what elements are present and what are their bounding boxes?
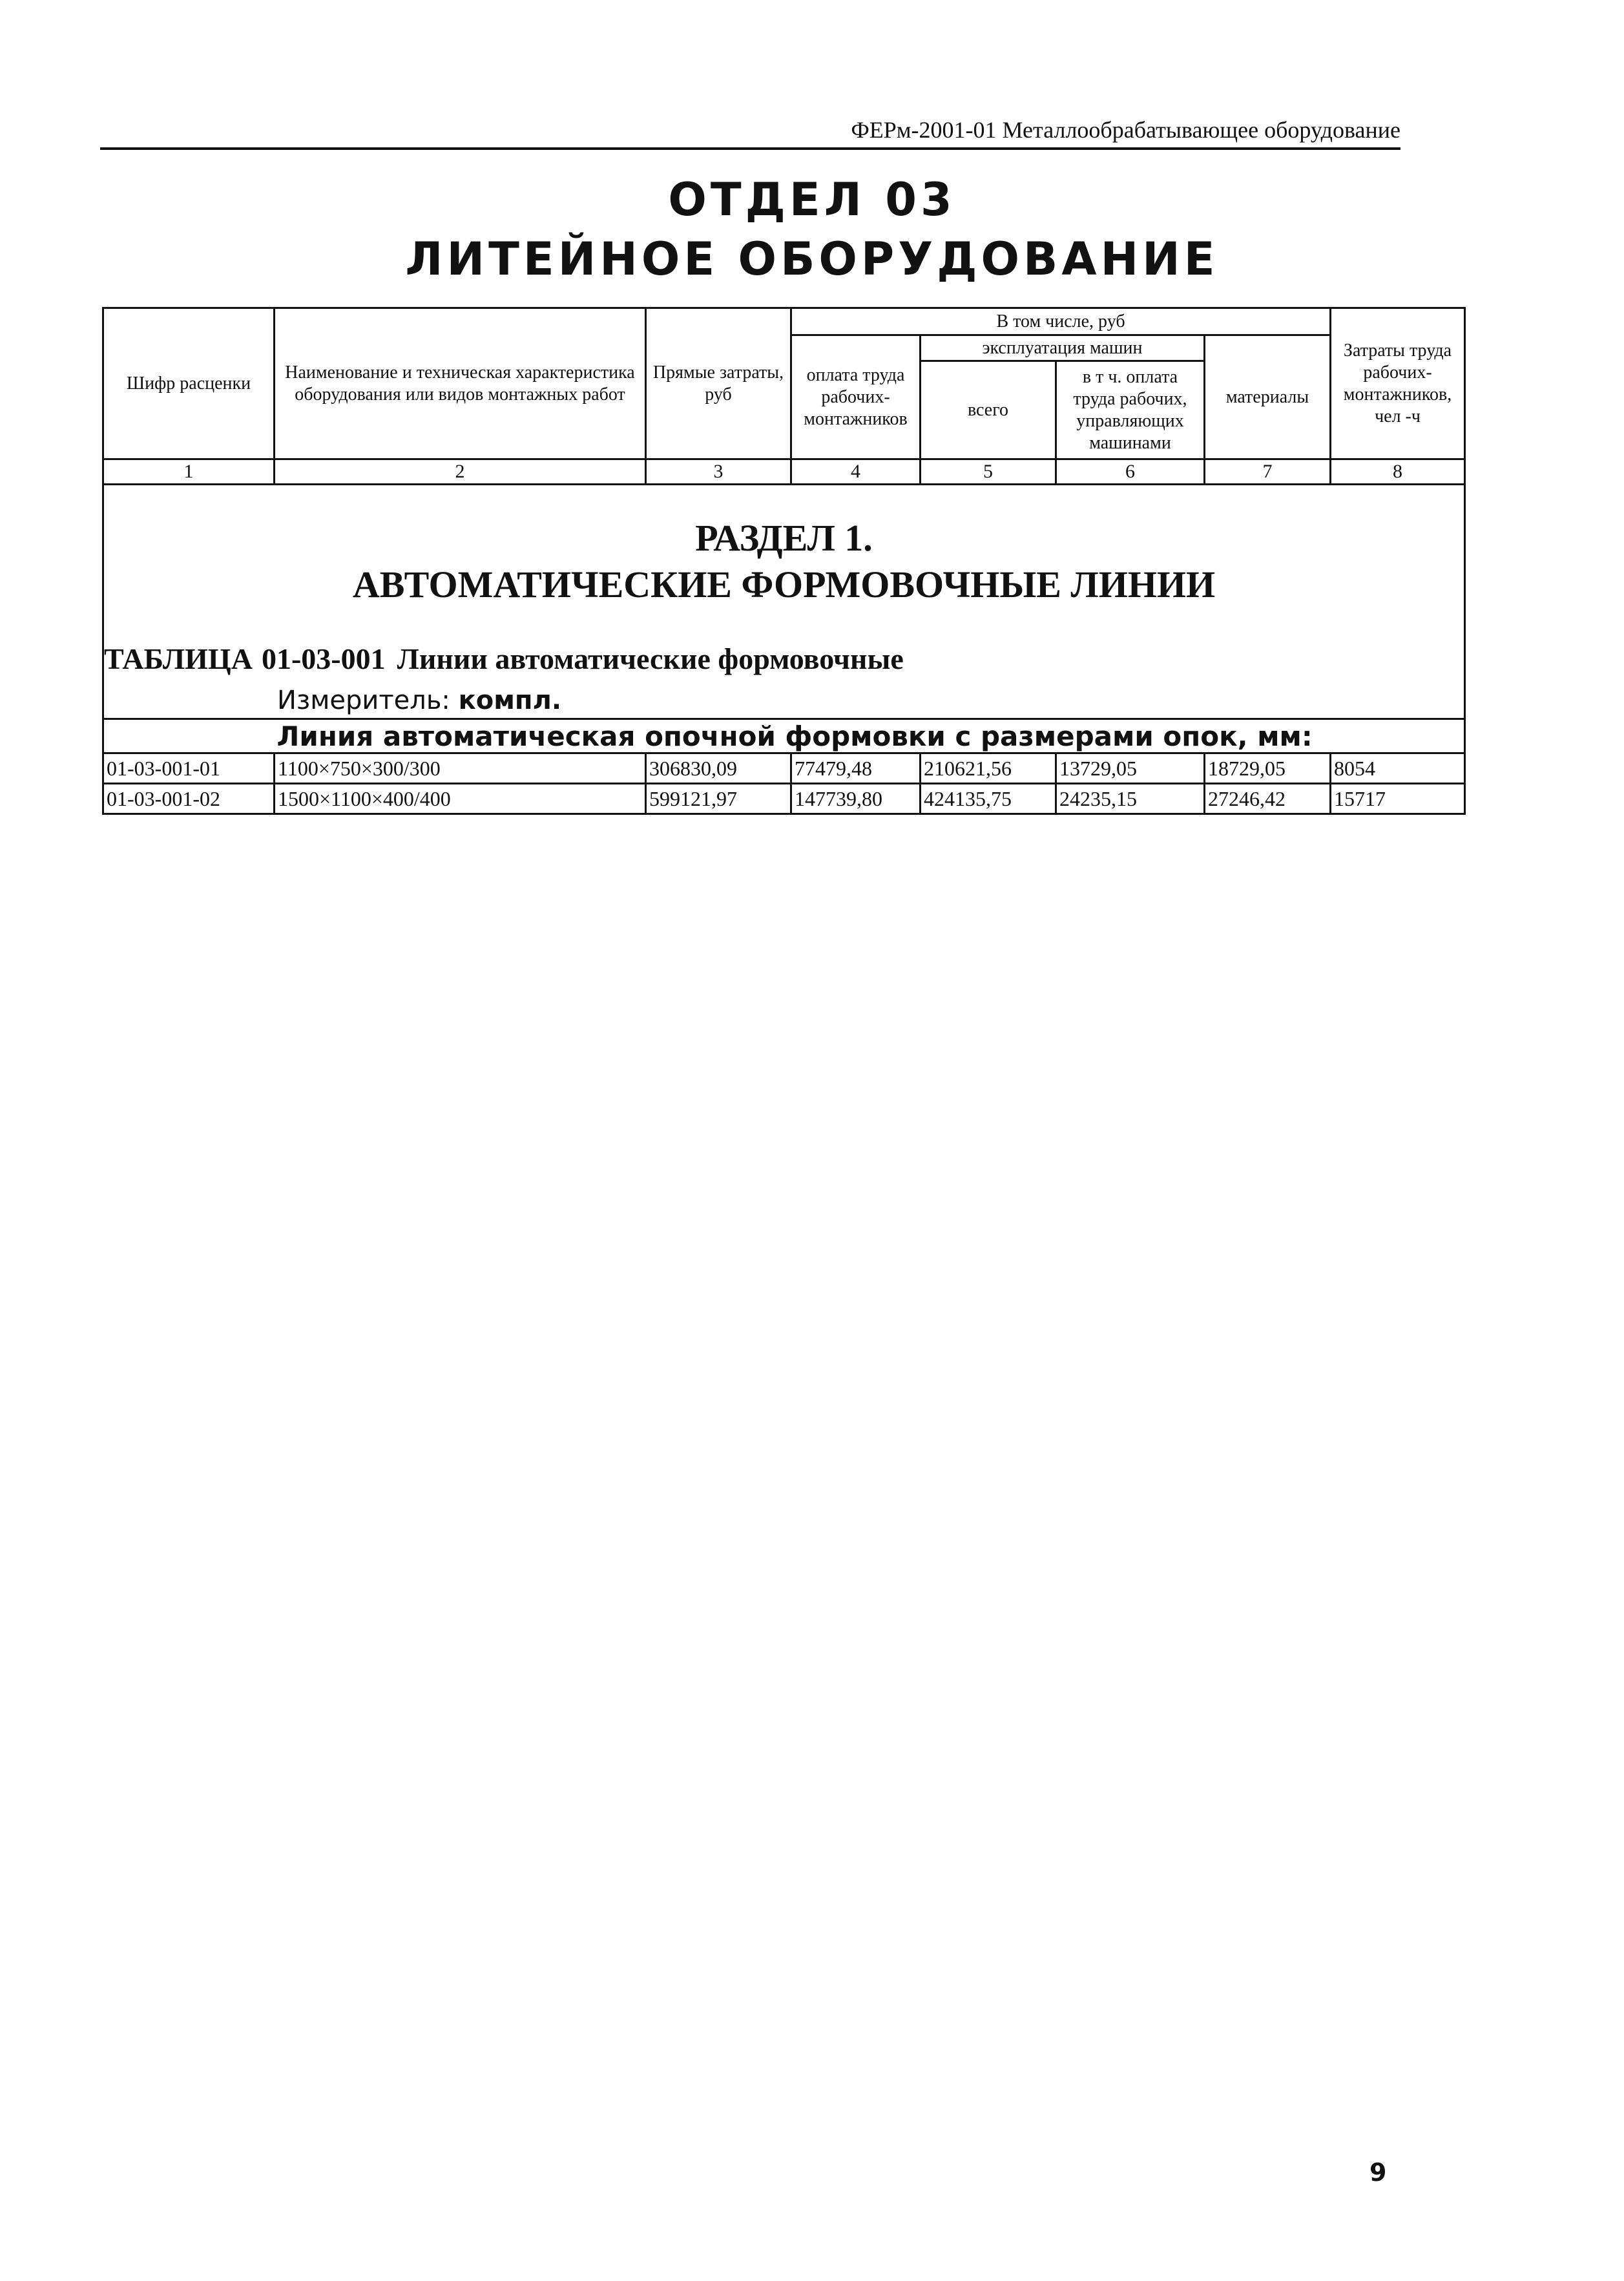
page-number: 9 bbox=[1369, 2158, 1387, 2187]
header-code: Шифр расценки bbox=[103, 308, 275, 459]
section-block bbox=[103, 485, 1465, 719]
cell-machine-labor: 24235,15 bbox=[1056, 784, 1205, 814]
header-machine-op: эксплуатация машин bbox=[921, 335, 1205, 361]
header-materials: материалы bbox=[1205, 335, 1331, 459]
cell-code: 01-03-001-01 bbox=[103, 753, 275, 784]
column-number: 7 bbox=[1205, 459, 1331, 485]
cell-machine-total: 424135,75 bbox=[921, 784, 1056, 814]
column-number: 5 bbox=[921, 459, 1056, 485]
measure-line bbox=[277, 686, 561, 715]
header-machine-total: всего bbox=[921, 361, 1056, 459]
header-labor-pay: оплата труда рабочих-монтажников bbox=[791, 335, 921, 459]
cell-materials: 18729,05 bbox=[1205, 753, 1331, 784]
table-caption bbox=[104, 642, 904, 676]
cell-direct: 599121,97 bbox=[646, 784, 791, 814]
header-name: Наименование и техническая характеристика оборудования или видов монтажных работ bbox=[275, 308, 646, 459]
cell-materials: 27246,42 bbox=[1205, 784, 1331, 814]
column-number: 1 bbox=[103, 459, 275, 485]
table-number: 01-03-001 bbox=[261, 642, 386, 675]
table-row bbox=[103, 753, 1465, 784]
header-direct: Прямые затраты, руб bbox=[646, 308, 791, 459]
measure-label: Измеритель: bbox=[277, 686, 450, 715]
cell-code: 01-03-001-02 bbox=[103, 784, 275, 814]
cell-labor-pay: 147739,80 bbox=[791, 784, 921, 814]
column-number: 8 bbox=[1331, 459, 1465, 485]
group-spacer bbox=[103, 719, 275, 753]
column-number: 4 bbox=[791, 459, 921, 485]
cell-machine-labor: 13729,05 bbox=[1056, 753, 1205, 784]
cell-labor-cost: 15717 bbox=[1331, 784, 1465, 814]
measure-unit: компл. bbox=[458, 686, 562, 715]
cell-labor-cost: 8054 bbox=[1331, 753, 1465, 784]
department-code: ОТДЕЛ 03 bbox=[668, 173, 956, 226]
cell-machine-total: 210621,56 bbox=[921, 753, 1056, 784]
price-table bbox=[102, 307, 1466, 815]
cell-name: 1500×1100×400/400 bbox=[275, 784, 646, 814]
header-including: В том числе, руб bbox=[791, 308, 1331, 335]
header-machine-labor: в т ч. оплата труда рабочих, управляющих машинами bbox=[1056, 361, 1205, 459]
section-title: РАЗДЕЛ 1. bbox=[695, 517, 873, 559]
running-header-rule bbox=[100, 111, 1400, 150]
header-labor-cost: Затраты труда рабочих-монтажников, чел -ч bbox=[1331, 308, 1465, 459]
column-number: 2 bbox=[275, 459, 646, 485]
department-title: ЛИТЕЙНОЕ ОБОРУДОВАНИЕ bbox=[405, 233, 1219, 286]
section-subtitle: АВТОМАТИЧЕСКИЕ ФОРМОВОЧНЫЕ ЛИНИИ bbox=[352, 563, 1216, 605]
column-number: 3 bbox=[646, 459, 791, 485]
running-header: ФЕРм-2001-01 Металлообрабатывающее оборудование bbox=[851, 117, 1400, 143]
cell-labor-pay: 77479,48 bbox=[791, 753, 921, 784]
table-name: Линии автоматические формовочные bbox=[397, 642, 904, 675]
table-row bbox=[103, 784, 1465, 814]
column-number: 6 bbox=[1056, 459, 1205, 485]
cell-name: 1100×750×300/300 bbox=[275, 753, 646, 784]
table-label: ТАБЛИЦА bbox=[104, 642, 253, 675]
group-heading: Линия автоматическая опочной формовки с размерами опок, мм: bbox=[275, 719, 1465, 753]
cell-direct: 306830,09 bbox=[646, 753, 791, 784]
